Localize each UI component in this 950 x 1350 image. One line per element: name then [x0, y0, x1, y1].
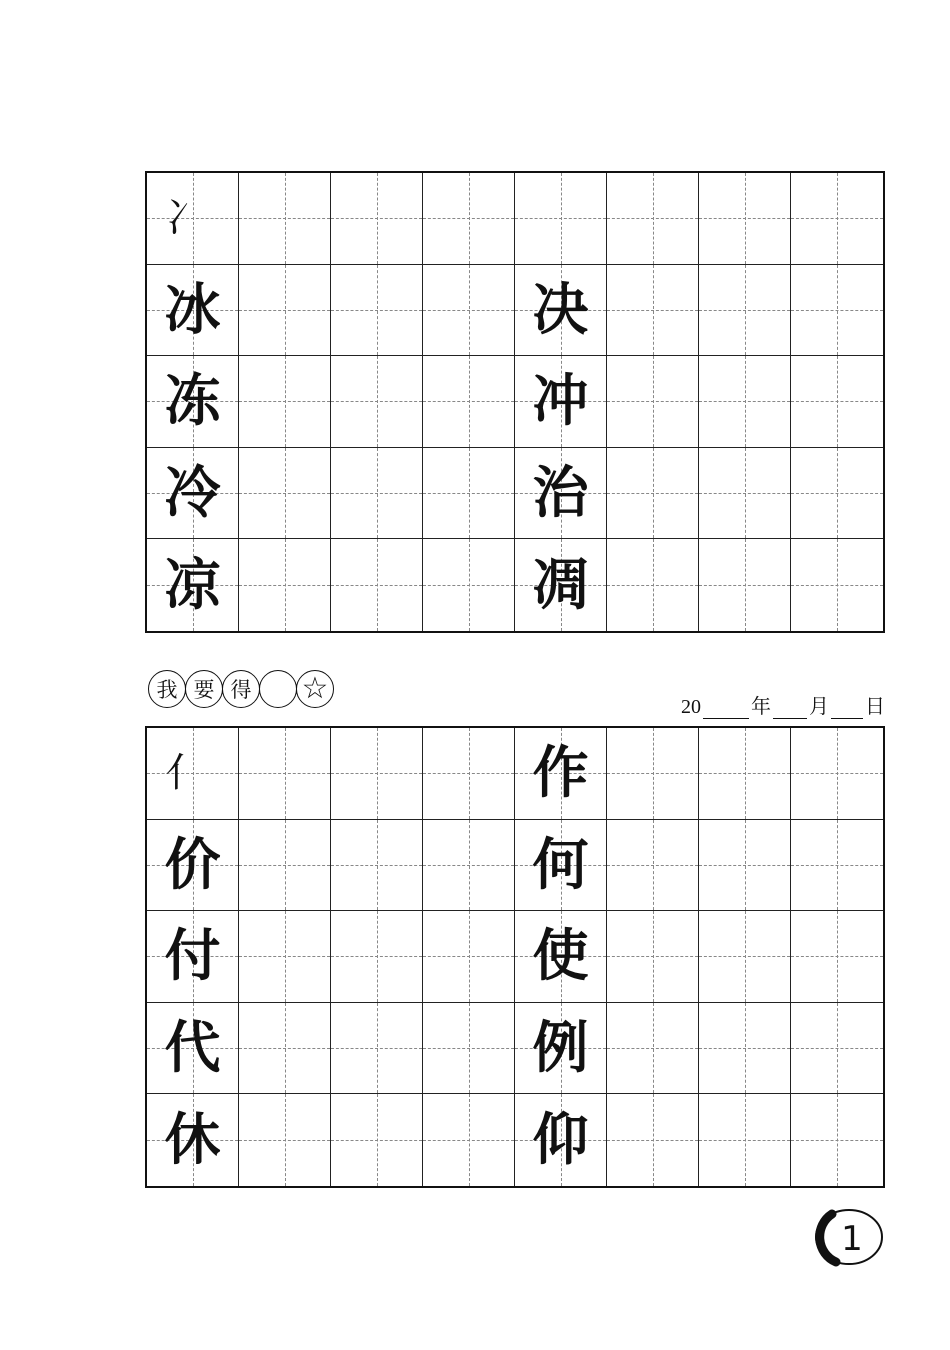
top-grid-cell [699, 356, 791, 448]
bottom-grid-model-char: 仰 [532, 1107, 589, 1174]
bottom-grid-cell [699, 1003, 791, 1095]
bottom-grid-cell [239, 1003, 331, 1095]
bottom-grid-cell [607, 728, 699, 820]
date-year-label: 年 [751, 696, 771, 718]
bottom-grid-cell [791, 728, 883, 820]
bottom-grid-cell [239, 911, 331, 1003]
top-grid-cell [239, 356, 331, 448]
bottom-grid-cell [423, 1003, 515, 1095]
top-grid-cell [515, 356, 607, 448]
top-grid-model-char: 冻 [164, 368, 221, 435]
top-grid-cell [331, 265, 423, 357]
top-grid-cell [607, 265, 699, 357]
date-day-label: 日 [865, 696, 885, 718]
top-grid-cell [423, 448, 515, 540]
goal-badge [148, 670, 333, 708]
bottom-grid-cell [423, 911, 515, 1003]
star-icon: ☆ [301, 671, 329, 706]
bottom-grid-cell [423, 1094, 515, 1186]
top-grid-cell [147, 356, 239, 448]
bottom-grid-cell [699, 820, 791, 912]
bottom-grid-cell [791, 911, 883, 1003]
top-grid-cell [423, 356, 515, 448]
bottom-grid-cell [515, 911, 607, 1003]
top-grid-cell [791, 173, 883, 265]
top-grid-model-char [515, 173, 606, 264]
top-grid-model-char: 治 [532, 460, 589, 527]
top-grid-cell [331, 448, 423, 540]
top-grid-cell [791, 356, 883, 448]
goal-blank-circle [259, 670, 297, 708]
bottom-grid-cell [515, 1094, 607, 1186]
top-grid-cell [607, 356, 699, 448]
bottom-grid-cell [791, 1094, 883, 1186]
top-grid-cell [515, 539, 607, 631]
bottom-grid-cell [239, 1094, 331, 1186]
top-grid-cell [147, 173, 239, 265]
bottom-grid-cell [331, 1003, 423, 1095]
top-grid-cell [239, 539, 331, 631]
top-grid-cell [239, 173, 331, 265]
bottom-grid-cell [147, 1003, 239, 1095]
top-grid-model-char: 冷 [164, 460, 221, 527]
top-grid-cell [331, 173, 423, 265]
top-grid-cell [239, 448, 331, 540]
bottom-grid-cell [607, 820, 699, 912]
bottom-grid-model-char: 例 [532, 1015, 589, 1082]
bottom-grid-model-char: 何 [532, 831, 589, 898]
page-number-badge [812, 1208, 884, 1268]
bottom-grid-cell [239, 820, 331, 912]
date-month-label: 月 [809, 696, 829, 718]
bottom-grid-cell [791, 820, 883, 912]
top-grid-model-char: 冲 [532, 368, 589, 435]
date-prefix: 20 [681, 696, 701, 718]
top-grid-model-char: 冰 [164, 276, 221, 343]
top-grid-cell [423, 173, 515, 265]
top-grid-cell [147, 539, 239, 631]
bottom-grid-cell [515, 728, 607, 820]
bottom-grid-cell [515, 820, 607, 912]
top-grid-model-char: 决 [532, 276, 589, 343]
bottom-grid-model-char: 代 [164, 1015, 221, 1082]
top-grid-model-char: 凋 [532, 552, 589, 619]
bottom-grid-cell [147, 728, 239, 820]
top-grid-cell [607, 539, 699, 631]
top-grid-cell [699, 539, 791, 631]
top-grid-cell [607, 173, 699, 265]
bottom-grid-model-char: 休 [164, 1107, 221, 1174]
bottom-grid-cell [607, 1094, 699, 1186]
top-grid-cell [699, 265, 791, 357]
top-grid-cell [147, 448, 239, 540]
date-year-blank [703, 700, 749, 719]
bottom-grid-model-char: 价 [164, 831, 221, 898]
bottom-grid-cell [331, 911, 423, 1003]
top-grid-cell [423, 539, 515, 631]
top-grid-cell [515, 265, 607, 357]
top-grid-cell [607, 448, 699, 540]
top-grid-cell [791, 265, 883, 357]
date-line [681, 690, 885, 719]
top-grid-model-char: 凉 [164, 552, 221, 619]
bottom-grid-cell [791, 1003, 883, 1095]
top-grid-cell [515, 448, 607, 540]
goal-char-wo: 我 [148, 670, 186, 708]
bottom-grid-cell [331, 1094, 423, 1186]
bottom-grid-model-char: 亻 [165, 750, 205, 797]
top-grid-cell [331, 356, 423, 448]
bottom-grid-cell [699, 1094, 791, 1186]
top-grid-cell [331, 539, 423, 631]
top-grid-cell [239, 265, 331, 357]
date-month-blank [773, 700, 807, 719]
page-number: 1 [841, 1219, 863, 1259]
bottom-grid-cell [699, 911, 791, 1003]
top-grid-cell [791, 448, 883, 540]
bottom-grid-cell [147, 911, 239, 1003]
practice-grid-bottom [145, 726, 885, 1188]
goal-star-circle [296, 670, 334, 708]
goal-char-yao: 要 [185, 670, 223, 708]
bottom-grid-model-char: 作 [532, 740, 589, 807]
top-grid-cell [147, 265, 239, 357]
bottom-grid-cell [423, 820, 515, 912]
top-grid-cell [699, 448, 791, 540]
top-grid-cell [791, 539, 883, 631]
bottom-grid-cell [331, 728, 423, 820]
bottom-grid-cell [331, 820, 423, 912]
top-grid-model-char: 冫 [165, 195, 205, 242]
bottom-grid-cell [423, 728, 515, 820]
top-grid-cell [423, 265, 515, 357]
bottom-grid-cell [239, 728, 331, 820]
bottom-grid-cell [515, 1003, 607, 1095]
bottom-grid-model-char: 使 [532, 923, 589, 990]
bottom-grid-cell [147, 820, 239, 912]
bottom-grid-cell [607, 911, 699, 1003]
bottom-grid-cell [607, 1003, 699, 1095]
top-grid-cell [699, 173, 791, 265]
date-day-blank [831, 700, 863, 719]
goal-char-de: 得 [222, 670, 260, 708]
top-grid-cell [515, 173, 607, 265]
bottom-grid-cell [699, 728, 791, 820]
bottom-grid-cell [147, 1094, 239, 1186]
bottom-grid-model-char: 付 [164, 923, 221, 990]
practice-grid-top [145, 171, 885, 633]
